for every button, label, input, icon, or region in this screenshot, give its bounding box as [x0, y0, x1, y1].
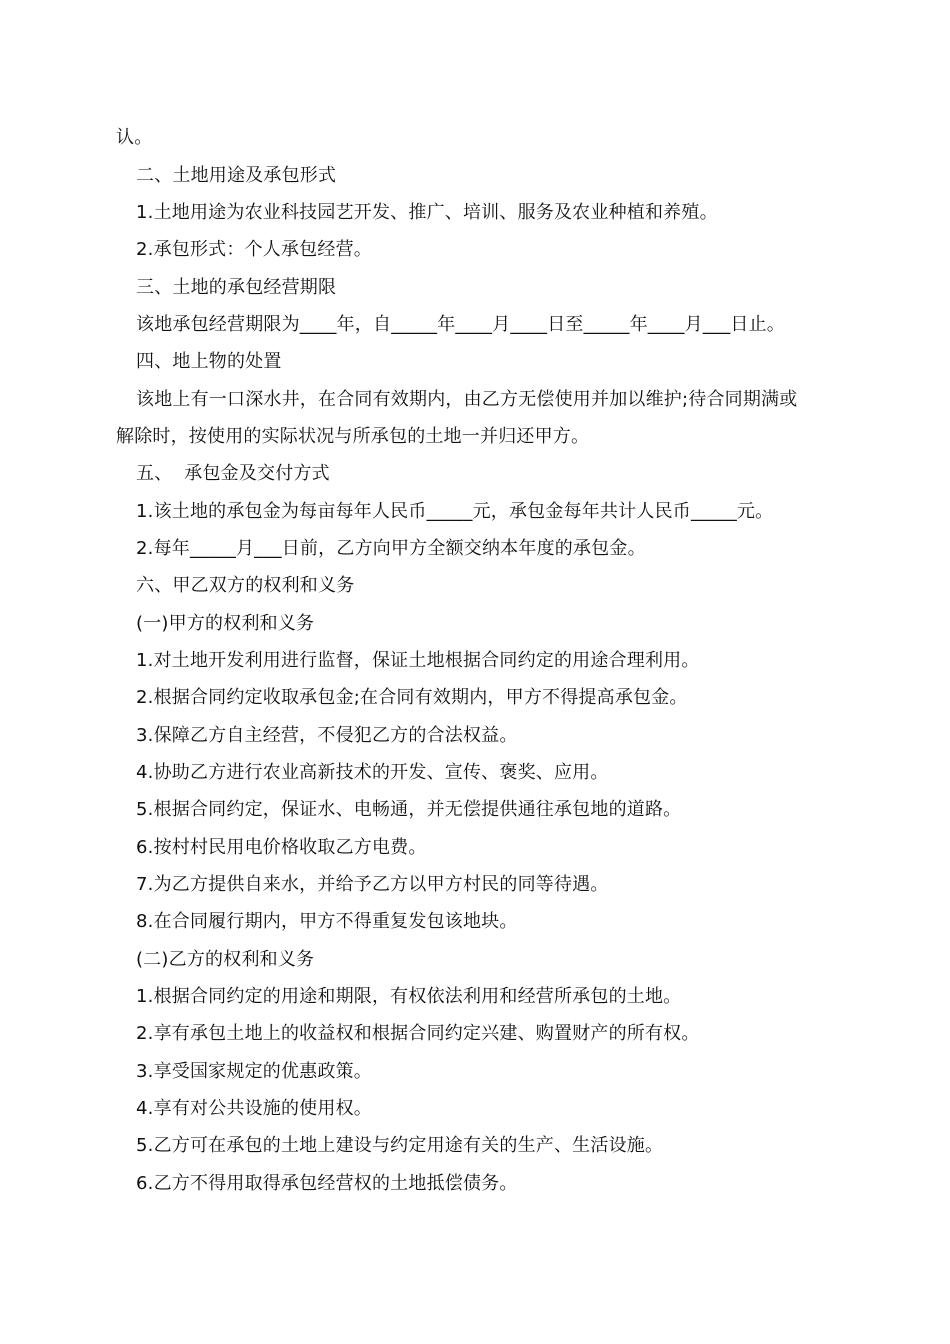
subsection-heading-party-a: (一)甲方的权利和义务: [136, 613, 315, 634]
section-heading-6: 六、甲乙双方的权利和义务: [136, 575, 355, 596]
clause-b-3: 3.享受国家规定的优惠政策。: [136, 1061, 372, 1082]
clause-b-4: 4.享有对公共设施的使用权。: [136, 1098, 372, 1119]
clause-b-2: 2.享有承包土地上的收益权和根据合同约定兴建、购置财产的所有权。: [136, 1023, 700, 1044]
section-heading-4: 四、地上物的处置: [136, 351, 282, 372]
clause-a-3: 3.保障乙方自主经营，不侵犯乙方的合法权益。: [136, 725, 518, 746]
clause-a-2: 2.根据合同约定收取承包金;在合同有效期内，甲方不得提高承包金。: [136, 687, 688, 708]
clause-3-term: 该地承包经营期限为____年，自_____年____月____日至_____年____月___日止。: [136, 314, 785, 335]
clause-b-6: 6.乙方不得用取得承包经营权的土地抵偿债务。: [136, 1173, 518, 1194]
clause-a-7: 7.为乙方提供自来水，并给予乙方以甲方村民的同等待遇。: [136, 874, 609, 895]
clause-2-2: 2.承包形式：个人承包经营。: [136, 239, 372, 260]
section-heading-2: 二、土地用途及承包形式: [136, 165, 337, 186]
clause-a-5: 5.根据合同约定，保证水、电畅通，并无偿提供通往承包地的道路。: [136, 799, 682, 820]
paragraph-continuation: 认。: [116, 127, 153, 148]
clause-5-1: 1.该土地的承包金为每亩每年人民币_____元，承包金每年共计人民币_____元。: [136, 501, 774, 522]
section-heading-5: 五、 承包金及交付方式: [136, 463, 330, 484]
clause-a-8: 8.在合同履行期内，甲方不得重复发包该地块。: [136, 911, 518, 932]
clause-4-line-1: 该地上有一口深水井，在合同有效期内，由乙方无偿使用并加以维护;待合同期满或: [136, 389, 798, 410]
subsection-heading-party-b: (二)乙方的权利和义务: [136, 949, 315, 970]
clause-b-5: 5.乙方可在承包的土地上建设与约定用途有关的生产、生活设施。: [136, 1135, 664, 1156]
clause-a-6: 6.按村村民用电价格收取乙方电费。: [136, 837, 427, 858]
clause-a-4: 4.协助乙方进行农业高新技术的开发、宣传、褒奖、应用。: [136, 762, 609, 783]
clause-a-1: 1.对土地开发利用进行监督，保证土地根据合同约定的用途合理利用。: [136, 650, 700, 671]
clause-5-2: 2.每年_____月___日前，乙方向甲方全额交纳本年度的承包金。: [136, 538, 646, 559]
clause-4-line-2: 解除时，按使用的实际状况与所承包的土地一并归还甲方。: [116, 426, 590, 447]
clause-b-1: 1.根据合同约定的用途和期限，有权依法利用和经营所承包的土地。: [136, 986, 682, 1007]
section-heading-3: 三、土地的承包经营期限: [136, 277, 337, 298]
clause-2-1: 1.土地用途为农业科技园艺开发、推广、培训、服务及农业种植和养殖。: [136, 202, 718, 223]
